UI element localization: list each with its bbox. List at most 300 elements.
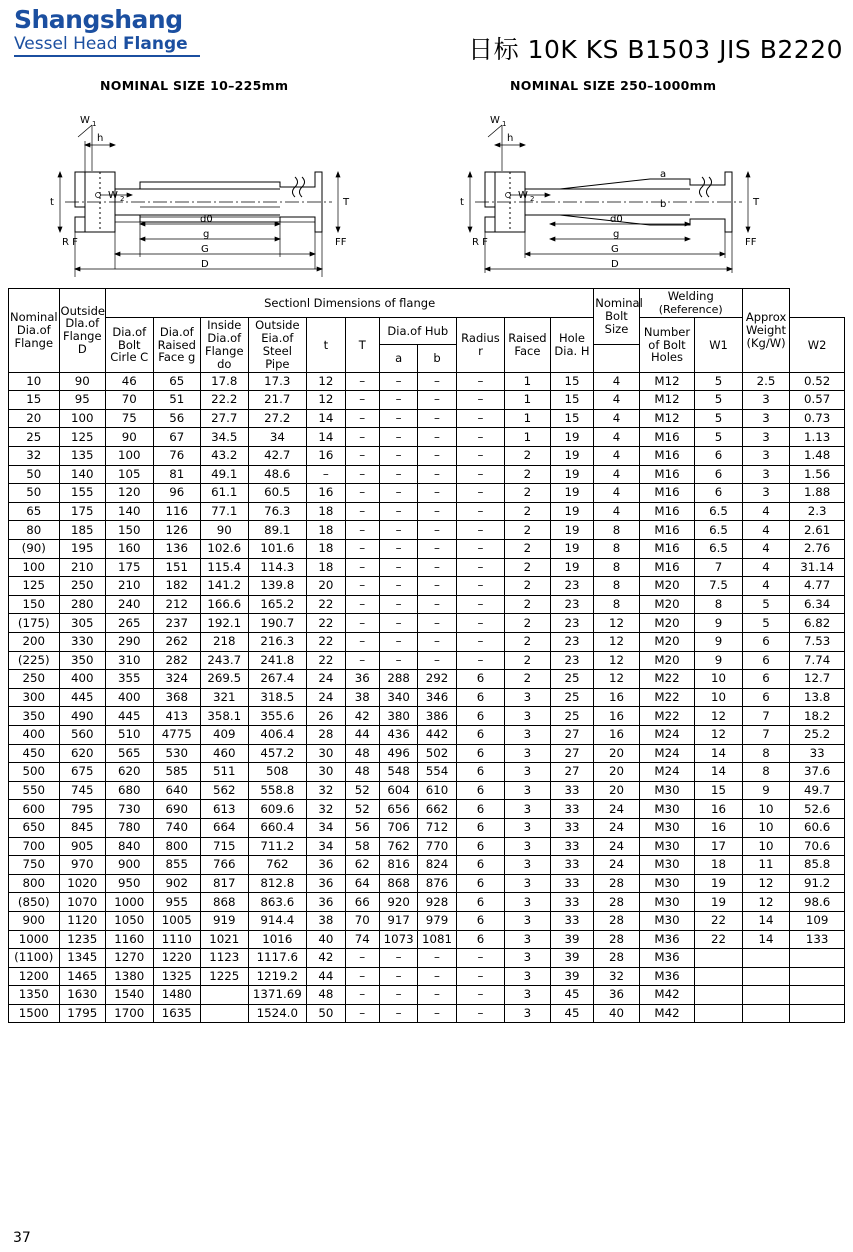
table-cell: 70.6 — [790, 837, 845, 856]
table-cell: 550 — [9, 781, 60, 800]
table-cell: 10 — [742, 818, 790, 837]
table-cell: 19 — [695, 893, 743, 912]
table-cell: 39 — [550, 967, 594, 986]
table-cell: 330 — [59, 633, 105, 652]
table-cell: 2.76 — [790, 540, 845, 559]
table-cell: 10 — [695, 670, 743, 689]
table-cell: 48 — [345, 744, 379, 763]
table-cell: 6 — [456, 911, 505, 930]
table-row — [9, 949, 845, 968]
table-cell: 23 — [550, 633, 594, 652]
table-cell: 6 — [456, 670, 505, 689]
table-row — [9, 874, 845, 893]
table-cell: 115.4 — [201, 558, 249, 577]
table-cell: 5 — [695, 372, 743, 391]
table-cell: 6 — [456, 837, 505, 856]
table-cell: M12 — [639, 391, 695, 410]
table-cell: – — [418, 484, 456, 503]
table-row — [9, 837, 845, 856]
table-cell: 3 — [505, 818, 550, 837]
table-cell: 135 — [59, 447, 105, 466]
svg-text:t: t — [460, 197, 464, 208]
table-cell: 6 — [742, 651, 790, 670]
table-cell: 65 — [9, 502, 60, 521]
table-cell: 23 — [550, 651, 594, 670]
table-cell: 3 — [742, 428, 790, 447]
table-cell: 36 — [345, 670, 379, 689]
table-cell: 4.77 — [790, 577, 845, 596]
table-cell: 876 — [418, 874, 456, 893]
table-cell: – — [418, 1004, 456, 1023]
table-cell: 511 — [201, 763, 249, 782]
table-cell: 979 — [418, 911, 456, 930]
table-cell: 90 — [59, 372, 105, 391]
table-cell: 21.7 — [248, 391, 307, 410]
table-cell: 12 — [742, 874, 790, 893]
table-cell: 3 — [505, 967, 550, 986]
table-cell: 548 — [379, 763, 417, 782]
table-cell: – — [456, 633, 505, 652]
table-cell: 46 — [106, 372, 154, 391]
table-cell: 2.61 — [790, 521, 845, 540]
table-cell: – — [379, 447, 417, 466]
table-cell: 237 — [153, 614, 201, 633]
table-cell: – — [456, 949, 505, 968]
table-cell: 28 — [594, 930, 639, 949]
table-cell: 9 — [695, 614, 743, 633]
table-cell: 19 — [550, 484, 594, 503]
table-cell: 20 — [307, 577, 345, 596]
table-cell: 5 — [742, 595, 790, 614]
table-cell: 17.8 — [201, 372, 249, 391]
table-cell: 19 — [550, 521, 594, 540]
diagram-small-drawing — [40, 97, 420, 277]
table-row — [9, 651, 845, 670]
th-group-hub: Dia.of Hub — [379, 318, 456, 345]
table-cell: 3 — [505, 744, 550, 763]
table-cell: 218 — [201, 633, 249, 652]
table-cell: M16 — [639, 484, 695, 503]
table-cell: 816 — [379, 856, 417, 875]
table-cell — [742, 986, 790, 1005]
table-cell: – — [418, 391, 456, 410]
table-cell: 14 — [742, 911, 790, 930]
table-row — [9, 707, 845, 726]
table-cell: 6 — [456, 818, 505, 837]
table-cell: 6 — [742, 688, 790, 707]
table-cell: 368 — [153, 688, 201, 707]
table-cell: 25 — [550, 688, 594, 707]
table-cell: 15 — [9, 391, 60, 410]
table-cell: 1 — [505, 372, 550, 391]
table-cell: 182 — [153, 577, 201, 596]
th-approx-weight: Approx Weight (Kg/W) — [742, 289, 790, 373]
table-cell: – — [418, 521, 456, 540]
table-cell: 10 — [695, 688, 743, 707]
table-cell: – — [379, 465, 417, 484]
table-cell: 15 — [695, 781, 743, 800]
table-cell: 34.5 — [201, 428, 249, 447]
table-cell: – — [418, 558, 456, 577]
table-cell: – — [379, 428, 417, 447]
table-row — [9, 670, 845, 689]
svg-text:h: h — [507, 133, 514, 144]
table-cell: 22.2 — [201, 391, 249, 410]
table-row — [9, 577, 845, 596]
table-cell: 185 — [59, 521, 105, 540]
table-row — [9, 688, 845, 707]
table-cell: 140 — [106, 502, 154, 521]
table-cell: – — [418, 949, 456, 968]
table-cell: 824 — [418, 856, 456, 875]
table-cell: 114.3 — [248, 558, 307, 577]
table-cell: – — [418, 502, 456, 521]
svg-text:W: W — [518, 190, 528, 201]
table-cell: M16 — [639, 465, 695, 484]
table-row — [9, 540, 845, 559]
diagram-large-sizes — [450, 78, 830, 277]
table-cell: 28 — [594, 911, 639, 930]
table-cell: 2 — [505, 521, 550, 540]
table-cell: 34 — [307, 837, 345, 856]
table-cell: 210 — [59, 558, 105, 577]
label-t-left: t — [50, 197, 54, 208]
table-cell: 262 — [153, 633, 201, 652]
table-cell: 200 — [9, 633, 60, 652]
table-cell: 706 — [379, 818, 417, 837]
table-cell: 6 — [456, 874, 505, 893]
table-cell: 210 — [106, 577, 154, 596]
table-cell: 80 — [9, 521, 60, 540]
table-cell: 7.53 — [790, 633, 845, 652]
table-cell: 23 — [550, 614, 594, 633]
table-cell: 745 — [59, 781, 105, 800]
table-cell: 318.5 — [248, 688, 307, 707]
table-cell: – — [379, 391, 417, 410]
table-cell: 32 — [594, 967, 639, 986]
table-cell — [201, 1004, 249, 1023]
table-cell: 8 — [742, 744, 790, 763]
table-cell: – — [418, 465, 456, 484]
table-cell: 560 — [59, 725, 105, 744]
table-cell: M30 — [639, 893, 695, 912]
table-cell: 1465 — [59, 967, 105, 986]
table-cell — [742, 967, 790, 986]
table-cell: 4 — [594, 484, 639, 503]
table-cell: – — [345, 577, 379, 596]
table-cell: 67 — [153, 428, 201, 447]
table-cell: 4 — [742, 540, 790, 559]
table-cell: 133 — [790, 930, 845, 949]
table-row — [9, 1004, 845, 1023]
table-cell: – — [418, 372, 456, 391]
th-inside-dia: Inside Dia.of Flange do — [201, 318, 249, 373]
table-cell: 16 — [594, 707, 639, 726]
table-cell: – — [418, 428, 456, 447]
table-cell: 817 — [201, 874, 249, 893]
table-cell: 10 — [9, 372, 60, 391]
table-cell: 8 — [594, 521, 639, 540]
table-row — [9, 502, 845, 521]
table-cell: 1 — [505, 391, 550, 410]
table-cell: 6 — [456, 707, 505, 726]
table-cell: – — [379, 558, 417, 577]
table-cell: 1120 — [59, 911, 105, 930]
th-group-welding: Welding (Reference) — [639, 289, 742, 318]
table-row — [9, 409, 845, 428]
table-cell: – — [379, 540, 417, 559]
table-cell: 24 — [594, 856, 639, 875]
table-cell: – — [345, 558, 379, 577]
table-cell: 1700 — [106, 1004, 154, 1023]
label-b: b — [660, 199, 667, 210]
table-cell: 19 — [550, 465, 594, 484]
table-cell: 100 — [106, 447, 154, 466]
table-cell: – — [345, 372, 379, 391]
table-cell: 165.2 — [248, 595, 307, 614]
svg-text:G: G — [611, 244, 619, 255]
table-row — [9, 800, 845, 819]
table-cell: 2 — [505, 670, 550, 689]
table-cell: M36 — [639, 967, 695, 986]
table-cell: 288 — [379, 670, 417, 689]
table-row — [9, 818, 845, 837]
table-cell: 22 — [307, 651, 345, 670]
table-cell: 1540 — [106, 986, 154, 1005]
table-cell: 1117.6 — [248, 949, 307, 968]
table-cell: – — [456, 447, 505, 466]
th-outside-pipe-dia: Outside Eia.of Steel Pipe — [248, 318, 307, 373]
table-cell: 3 — [505, 688, 550, 707]
table-cell: 36 — [307, 856, 345, 875]
table-cell: 358.1 — [201, 707, 249, 726]
table-cell: M12 — [639, 372, 695, 391]
table-cell: 4775 — [153, 725, 201, 744]
table-row — [9, 763, 845, 782]
table-cell: 62 — [345, 856, 379, 875]
table-cell: 126 — [153, 521, 201, 540]
table-cell: M30 — [639, 911, 695, 930]
table-cell: – — [418, 651, 456, 670]
table-cell: 2 — [505, 447, 550, 466]
table-cell: 620 — [59, 744, 105, 763]
table-cell: 800 — [9, 874, 60, 893]
table-row — [9, 391, 845, 410]
table-cell: 324 — [153, 670, 201, 689]
table-cell: M16 — [639, 447, 695, 466]
label-G: G — [201, 244, 209, 255]
table-cell: 12 — [594, 614, 639, 633]
table-cell: 3 — [505, 930, 550, 949]
table-cell: 64 — [345, 874, 379, 893]
table-cell: 4 — [742, 558, 790, 577]
table-cell: 77.1 — [201, 502, 249, 521]
table-cell: 100 — [9, 558, 60, 577]
table-cell: 20 — [9, 409, 60, 428]
table-cell: M42 — [639, 986, 695, 1005]
table-cell: 712 — [418, 818, 456, 837]
table-cell: 32 — [9, 447, 60, 466]
table-cell: M16 — [639, 521, 695, 540]
page-title: 日标 10K KS B1503 JIS B2220 — [468, 35, 843, 64]
th-hub-b: b — [418, 345, 456, 372]
table-cell: 282 — [153, 651, 201, 670]
table-cell: 32 — [307, 800, 345, 819]
label-w2: W — [108, 190, 118, 201]
table-cell: 39 — [550, 949, 594, 968]
table-cell: 3 — [505, 1004, 550, 1023]
table-cell: 16 — [695, 800, 743, 819]
table-cell: 12 — [594, 670, 639, 689]
label-rf: R F — [62, 237, 78, 248]
table-cell: 140 — [59, 465, 105, 484]
table-cell: 400 — [106, 688, 154, 707]
table-cell: 1016 — [248, 930, 307, 949]
table-cell: 243.7 — [201, 651, 249, 670]
table-cell: 12 — [594, 651, 639, 670]
table-cell: 1.13 — [790, 428, 845, 447]
table-cell: 49.1 — [201, 465, 249, 484]
table-cell: 16 — [307, 447, 345, 466]
table-cell: – — [345, 651, 379, 670]
table-cell: 8 — [695, 595, 743, 614]
table-cell: – — [345, 484, 379, 503]
table-cell: 1.56 — [790, 465, 845, 484]
table-cell: 102.6 — [201, 540, 249, 559]
table-cell: – — [456, 1004, 505, 1023]
table-cell: 2.3 — [790, 502, 845, 521]
table-cell: 3 — [505, 911, 550, 930]
svg-text:FF: FF — [745, 237, 757, 248]
table-cell: 22 — [307, 633, 345, 652]
table-cell: 190.7 — [248, 614, 307, 633]
table-cell: 530 — [153, 744, 201, 763]
table-cell: 7.5 — [695, 577, 743, 596]
table-cell: 36 — [307, 874, 345, 893]
table-cell: 1.88 — [790, 484, 845, 503]
table-cell: M42 — [639, 1004, 695, 1023]
table-cell: 740 — [153, 818, 201, 837]
table-cell: 490 — [59, 707, 105, 726]
table-cell: 9 — [742, 781, 790, 800]
table-cell: 141.2 — [201, 577, 249, 596]
table-row — [9, 967, 845, 986]
table-cell: – — [345, 409, 379, 428]
table-cell: 27 — [550, 725, 594, 744]
table-cell: 902 — [153, 874, 201, 893]
table-cell: 3 — [742, 484, 790, 503]
table-cell: 6 — [742, 633, 790, 652]
table-cell: 4 — [594, 391, 639, 410]
table-cell: 12 — [695, 707, 743, 726]
table-cell: 116 — [153, 502, 201, 521]
table-cell: 105 — [106, 465, 154, 484]
table-cell: 3 — [742, 447, 790, 466]
table-cell: 1000 — [106, 893, 154, 912]
table-cell: 680 — [106, 781, 154, 800]
table-cell: 265 — [106, 614, 154, 633]
table-cell: 950 — [106, 874, 154, 893]
table-cell: 70 — [106, 391, 154, 410]
table-cell: 8 — [594, 595, 639, 614]
table-body — [9, 372, 845, 1023]
table-cell: 6 — [456, 744, 505, 763]
table-cell: 23 — [550, 595, 594, 614]
label-w1: W — [80, 115, 90, 126]
table-cell: 23 — [550, 577, 594, 596]
table-cell: 955 — [153, 893, 201, 912]
table-cell: 766 — [201, 856, 249, 875]
table-cell: 5 — [695, 428, 743, 447]
table-cell: 20 — [594, 781, 639, 800]
table-cell: – — [345, 447, 379, 466]
table-cell: 292 — [418, 670, 456, 689]
table-cell: – — [456, 484, 505, 503]
table-cell: – — [456, 651, 505, 670]
table-cell: 1795 — [59, 1004, 105, 1023]
table-cell: 280 — [59, 595, 105, 614]
table-cell: 660.4 — [248, 818, 307, 837]
table-cell: – — [418, 595, 456, 614]
table-cell: 2 — [505, 540, 550, 559]
table-cell: 10 — [742, 837, 790, 856]
table-cell: – — [456, 428, 505, 447]
table-cell: 18.2 — [790, 707, 845, 726]
table-cell: (175) — [9, 614, 60, 633]
table-cell: – — [379, 372, 417, 391]
table-cell: 24 — [307, 688, 345, 707]
table-cell: 3 — [505, 986, 550, 1005]
table-cell: 22 — [307, 614, 345, 633]
table-cell: 24 — [594, 818, 639, 837]
table-cell: 1635 — [153, 1004, 201, 1023]
table-row — [9, 856, 845, 875]
table-row — [9, 986, 845, 1005]
table-cell: 269.5 — [201, 670, 249, 689]
table-cell: 868 — [379, 874, 417, 893]
table-cell: 11 — [742, 856, 790, 875]
table-cell: 840 — [106, 837, 154, 856]
table-cell: 855 — [153, 856, 201, 875]
table-cell: 6 — [456, 893, 505, 912]
table-cell: 136 — [153, 540, 201, 559]
table-cell: 38 — [307, 911, 345, 930]
th-nominal-bolt-size: Nominal Bolt Size — [594, 289, 639, 345]
table-cell: 613 — [201, 800, 249, 819]
table-cell: 48 — [307, 986, 345, 1005]
table-cell: 350 — [9, 707, 60, 726]
table-cell: 355.6 — [248, 707, 307, 726]
table-cell: 10 — [742, 800, 790, 819]
table-cell: 15 — [550, 409, 594, 428]
table-cell: 175 — [106, 558, 154, 577]
table-cell: 37.6 — [790, 763, 845, 782]
label-D: D — [201, 259, 209, 270]
table-cell: 33 — [550, 837, 594, 856]
table-cell: – — [456, 614, 505, 633]
table-cell: – — [418, 577, 456, 596]
table-cell: 905 — [59, 837, 105, 856]
table-cell: 2 — [505, 465, 550, 484]
table-cell: 14 — [695, 744, 743, 763]
table-cell: 33 — [550, 781, 594, 800]
label-ff: FF — [335, 237, 347, 248]
table-cell: 36 — [594, 986, 639, 1005]
table-cell: 150 — [9, 595, 60, 614]
table-cell: – — [418, 409, 456, 428]
table-cell: – — [456, 986, 505, 1005]
table-cell: 970 — [59, 856, 105, 875]
